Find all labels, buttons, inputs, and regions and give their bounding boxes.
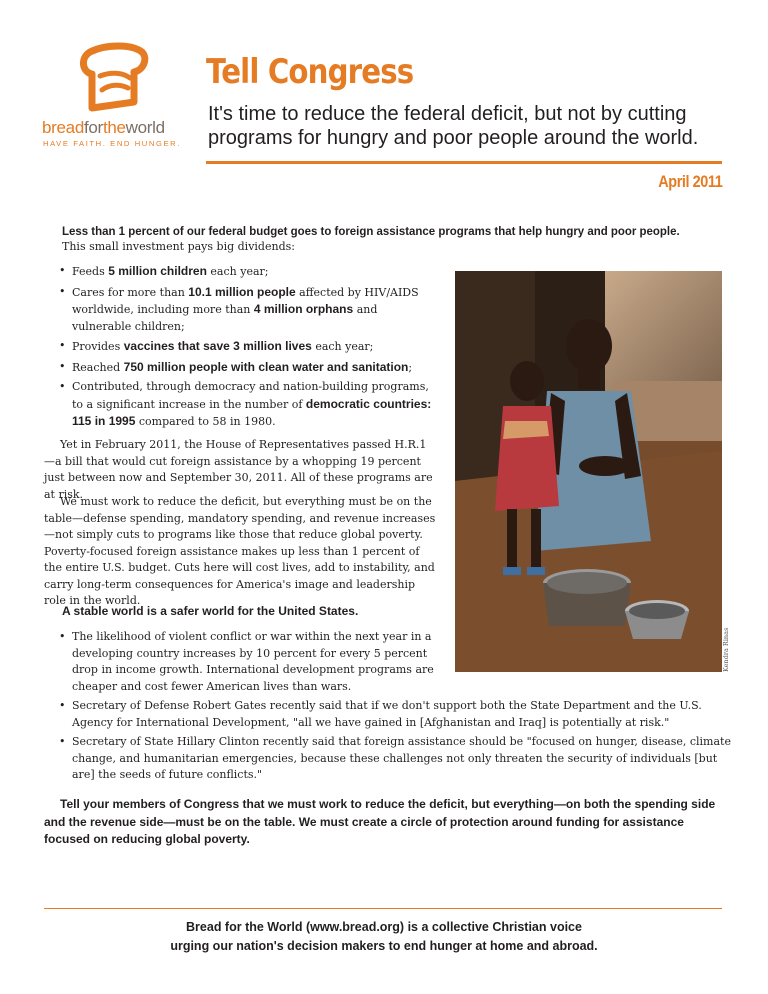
list-item <box>58 379 436 431</box>
list-item <box>58 263 436 281</box>
brand-name-part-1: bread <box>42 118 84 137</box>
list-item: • The likelihood of violent conflict or war within the next year in a developing country increases by 10 percent for every 5 percent drop in income growth. International development programs are cheaper and cost fewer American lives than wars. <box>58 629 442 695</box>
list-item-text: ; <box>408 360 413 374</box>
list-item-text: each year; <box>311 340 374 353</box>
brand-name <box>42 118 165 138</box>
footer-line-2: urging our nation's decision makers to end hunger at home and abroad. <box>170 939 598 953</box>
footer-text <box>44 918 724 956</box>
intro-subtext: This small investment pays big dividends: <box>62 240 295 253</box>
list-item-highlight: vaccines that save 3 million lives <box>123 339 312 353</box>
list-item: • Secretary of Defense Robert Gates recently said that if we don't support both the State Department and the U.S. Agency for International Development, "all we have gained in [Afghanistan and Iraq] is potentially at risk." <box>58 698 738 731</box>
cooking-pot-icon <box>543 569 631 626</box>
list-item-text: Feeds <box>72 265 109 278</box>
achievements-list <box>58 263 436 434</box>
deficit-paragraph: We must work to reduce the deficit, but everything must be on the table—defense spending, mandatory spending, and revenue increases—not simply cuts to programs like those that reduce global poverty. Poverty-focused foreign assistance makes up less than 1 percent of the entire U.S. budget. Cuts here will cost lives, add to instability, and carry long-term consequences for America's image and leadership role in the world. <box>44 495 436 607</box>
list-item-highlight: 5 million children <box>108 264 207 278</box>
list-item-text: Contributed, through democracy and nation-building programs, to a significant increase in the number of <box>72 380 429 411</box>
intro-lead: Less than 1 percent of our federal budget goes to foreign assistance programs that help hungry and poor people. <box>62 224 680 238</box>
security-list <box>58 629 442 698</box>
list-item-highlight: 10.1 million people <box>188 284 296 299</box>
list-item-text: compared to 58 in 1980. <box>135 415 276 428</box>
list-item <box>58 338 436 356</box>
list-item-highlight: 4 million orphans <box>253 302 354 316</box>
bread-for-the-world-logo-icon <box>76 42 150 114</box>
list-item: • Secretary of State Hillary Clinton recently said that foreign assistance should be "focused on hunger, disease, climate change, and humanitarian emergencies, because these challenges not only threaten the security of individuals [but are] the seeds of future conflicts." <box>58 734 738 784</box>
list-item <box>58 359 436 377</box>
list-item-highlight: 750 million people with clean water and sanitation <box>123 359 409 374</box>
page-title: Tell Congress <box>206 52 414 92</box>
brand-name-part-3: the <box>102 118 126 137</box>
brand-name-part-4: world <box>125 118 165 137</box>
header-divider <box>206 161 722 164</box>
metal-bowl-icon <box>625 600 689 639</box>
list-item <box>58 284 436 336</box>
list-item-text: affected by HIV/AIDS worldwide, including more than <box>72 285 419 316</box>
brand-name-part-2: for <box>83 118 103 137</box>
children-photo <box>455 271 722 672</box>
list-item-text: Provides <box>72 340 124 353</box>
list-item-text: Reached <box>72 360 124 374</box>
list-item-text: Cares for more than <box>72 285 189 299</box>
brand-tagline: HAVE FAITH. END HUNGER. <box>43 139 181 148</box>
photo-credit: Kendra Rinas <box>722 627 730 672</box>
list-item-text: and vulnerable children; <box>72 303 378 333</box>
list-item-highlight: democratic countries: 115 in 1995 <box>72 396 432 428</box>
security-heading: A stable world is a safer world for the United States. <box>62 604 359 618</box>
hr1-paragraph: Yet in February 2011, the House of Representatives passed H.R.1—a bill that would cut foreign assistance by a whopping 19 percent just between now and September 30, 2011. All of these programs are at risk. <box>44 438 433 501</box>
security-list-continued <box>58 698 738 787</box>
issue-date: April 2011 <box>657 172 722 191</box>
footer-line-1: Bread for the World (www.bread.org) is a collective Christian voice <box>186 920 582 934</box>
footer-divider <box>44 908 722 909</box>
page-subtitle: It's time to reduce the federal deficit, but not by cutting programs for hungry and poor people around the world. <box>208 103 699 149</box>
list-item-text: each year; <box>206 265 269 278</box>
call-to-action: Tell your members of Congress that we must work to reduce the deficit, but everything—on both the spending side and the revenue side—must be on the table. We must create a circle of protection around funding for assistance focused on reducing global poverty. <box>44 797 716 846</box>
